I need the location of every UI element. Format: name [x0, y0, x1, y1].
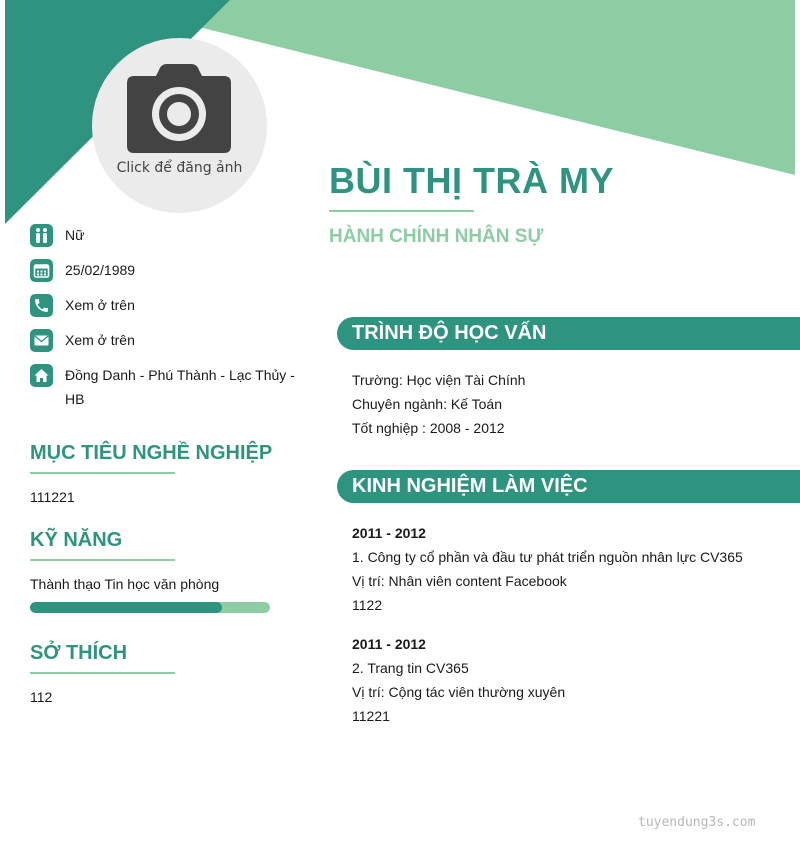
- avatar-upload[interactable]: [92, 38, 267, 213]
- skills-section: [30, 527, 275, 613]
- experience-company: 1. Công ty cổ phần và đầu tư phát triển nguồn nhân lực CV365: [352, 549, 743, 565]
- watermark: tuyendung3s.com: [638, 815, 756, 830]
- experience-item: [352, 521, 792, 617]
- skill-level-fill: [30, 602, 222, 613]
- email-value: Xem ở trên: [65, 332, 135, 348]
- personal-info-list: [30, 224, 300, 423]
- objective-text: 111221: [30, 489, 75, 505]
- skills-heading: KỸ NĂNG: [30, 529, 123, 551]
- calendar-icon: [30, 259, 53, 282]
- education-heading: TRÌNH ĐỘ HỌC VẤN: [352, 322, 547, 344]
- candidate-name: BÙI THỊ TRÀ MY: [329, 160, 614, 201]
- experience-company: 2. Trang tin CV365: [352, 660, 469, 676]
- phone-icon: [30, 294, 53, 317]
- hobbies-text: 112: [30, 689, 53, 705]
- experience-heading: KINH NGHIỆM LÀM VIỆC: [352, 475, 588, 497]
- education-school: Trường: Học viện Tài Chính: [352, 372, 526, 388]
- hobbies-section: [30, 640, 275, 705]
- skill-name: Thành thạo Tin học văn phòng: [30, 576, 220, 592]
- camera-icon: [126, 62, 232, 154]
- phone-value: Xem ở trên: [65, 297, 135, 313]
- objective-section: [30, 440, 275, 505]
- experience-position: Vị trí: Nhân viên content Facebook: [352, 573, 567, 589]
- gender-icon: [30, 224, 53, 247]
- experience-banner: [337, 470, 800, 503]
- education-banner: [337, 317, 800, 350]
- gender-value: Nữ: [65, 227, 85, 243]
- skills-underline: [30, 559, 175, 561]
- info-row-phone: [30, 294, 300, 317]
- hobbies-heading: SỞ THÍCH: [30, 642, 128, 664]
- experience-position: Vị trí: Cộng tác viên thường xuyên: [352, 684, 566, 700]
- objective-underline: [30, 472, 175, 474]
- education-content: [352, 368, 792, 440]
- info-row-birthday: [30, 259, 300, 282]
- info-row-email: [30, 329, 300, 352]
- birthday-value: 25/02/1989: [65, 262, 136, 278]
- experience-description: 11221: [352, 708, 390, 724]
- education-major: Chuyên ngành: Kế Toán: [352, 396, 502, 412]
- email-icon: [30, 329, 53, 352]
- job-title: HÀNH CHÍNH NHÂN SỰ: [329, 226, 544, 247]
- objective-heading: MỤC TIÊU NGHỀ NGHIỆP: [30, 442, 273, 464]
- hobbies-underline: [30, 672, 175, 674]
- skill-level-bar: [30, 602, 270, 613]
- experience-period: 2011 - 2012: [352, 525, 426, 541]
- experience-content: [352, 521, 792, 743]
- info-row-gender: [30, 224, 300, 247]
- home-icon: [30, 364, 53, 387]
- experience-item: [352, 632, 792, 728]
- experience-period: 2011 - 2012: [352, 636, 426, 652]
- experience-description: 1122: [352, 597, 383, 613]
- avatar-upload-label: Click để đăng ảnh: [116, 160, 243, 176]
- name-underline: [329, 210, 474, 212]
- address-value: Đồng Danh - Phú Thành - Lạc Thủy - HB: [65, 367, 295, 407]
- info-row-address: [30, 364, 300, 411]
- education-graduation: Tốt nghiệp : 2008 - 2012: [352, 420, 505, 436]
